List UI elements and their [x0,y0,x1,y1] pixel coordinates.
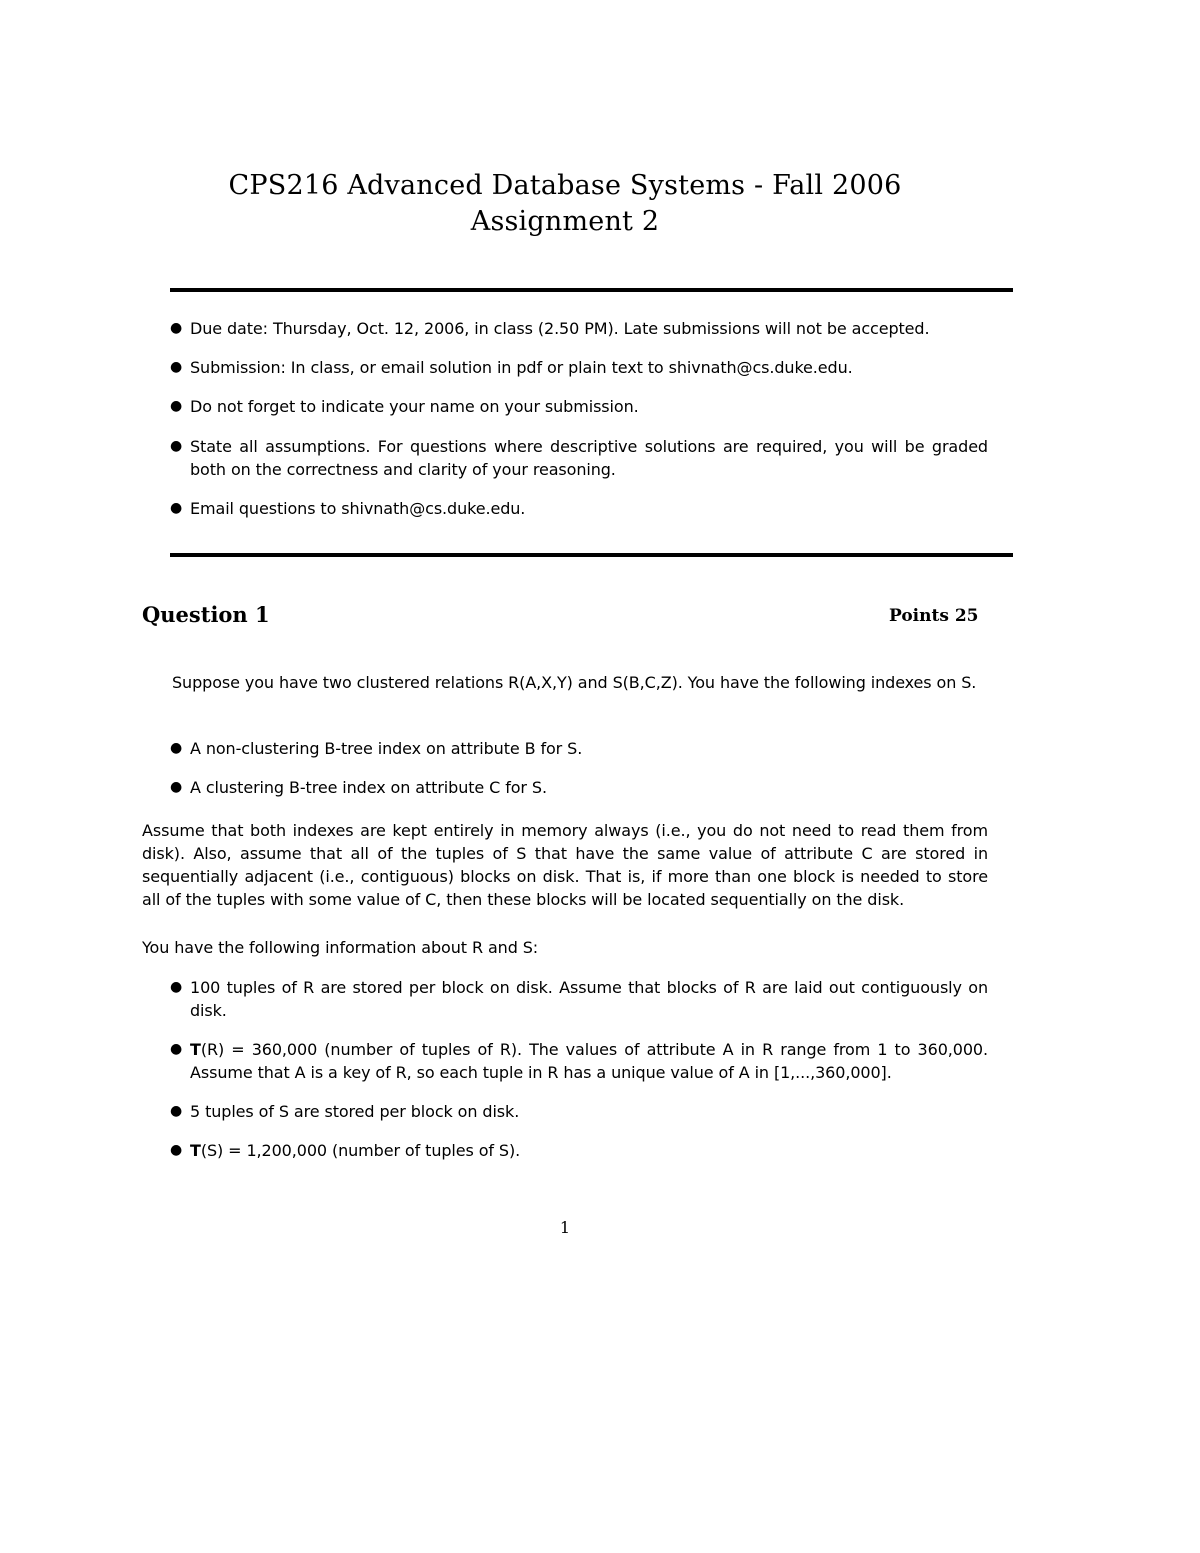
index-text: A non-clustering B-tree index on attribute B for S. [190,739,583,758]
fact-text [190,1139,988,1162]
instruction-text: Due date: Thursday, Oct. 12, 2006, in class (2.50 PM). Late submissions will not be accepted. [190,319,930,338]
question-intro [142,671,988,694]
bullet-icon: ● [170,779,183,795]
page-number: 1 [559,1218,571,1237]
fact-bold: T [190,1040,201,1059]
info-intro: You have the following information about R and S: [142,938,539,957]
instruction-text: State all assumptions. For questions where descriptive solutions are required, you will be graded both on the correctness and clarity of your reasoning. [190,437,988,479]
document-subtitle: Assignment 2 [470,206,660,237]
bullet-icon: ● [170,979,183,995]
fact-text: 5 tuples of S are stored per block on disk. [190,1102,520,1121]
bullet-icon: ● [170,398,183,414]
bullet-icon: ● [170,320,183,336]
question-points: Points 25 [889,606,979,626]
bullet-icon: ● [170,1142,183,1158]
fact-bold: T [190,1141,201,1160]
fact-text [190,1038,988,1084]
question-heading: Question 1 [142,602,270,627]
bullet-icon: ● [170,500,183,516]
bullet-icon: ● [170,1103,183,1119]
bullet-icon: ● [170,359,183,375]
fact-body: (S) = 1,200,000 (number of tuples of S). [200,1141,521,1160]
instruction-text: Do not forget to indicate your name on your submission. [190,397,639,416]
index-text: A clustering B-tree index on attribute C for S. [190,778,547,797]
fact-text: 100 tuples of R are stored per block on disk. Assume that blocks of R are laid out contiguously on disk. [190,978,988,1020]
instruction-text: Submission: In class, or email solution in pdf or plain text to shivnath@cs.duke.edu. [190,358,853,377]
assumption-paragraph: Assume that both indexes are kept entirely in memory always (i.e., you do not need to read them from disk). Also, assume that all of the tuples of S that have the same value of attribute C are stored in sequentially adjacent (i.e., contiguous) blocks on disk. That is, if more than one block is needed to store all of the tuples with some value of C, then these blocks will be located sequentially on the disk. [142,821,988,909]
instruction-text: Email questions to shivnath@cs.duke.edu. [190,499,526,518]
bottom-divider [170,553,1013,557]
top-divider [170,288,1013,292]
bullet-icon: ● [170,740,183,756]
question-intro-text: Suppose you have two clustered relations R(A,X,Y) and S(B,C,Z). You have the following indexes on S. [172,673,977,692]
bullet-icon: ● [170,438,183,454]
fact-body: (R) = 360,000 (number of tuples of R). The values of attribute A in R range from 1 to 360,000. Assume that A is a key of R, so each tuple in R has a unique value of A in [1,...,360,000]. [190,1040,988,1082]
list-item [170,435,988,481]
document-title: CPS216 Advanced Database Systems - Fall 2006 [228,170,902,201]
bullet-icon: ● [170,1041,183,1057]
